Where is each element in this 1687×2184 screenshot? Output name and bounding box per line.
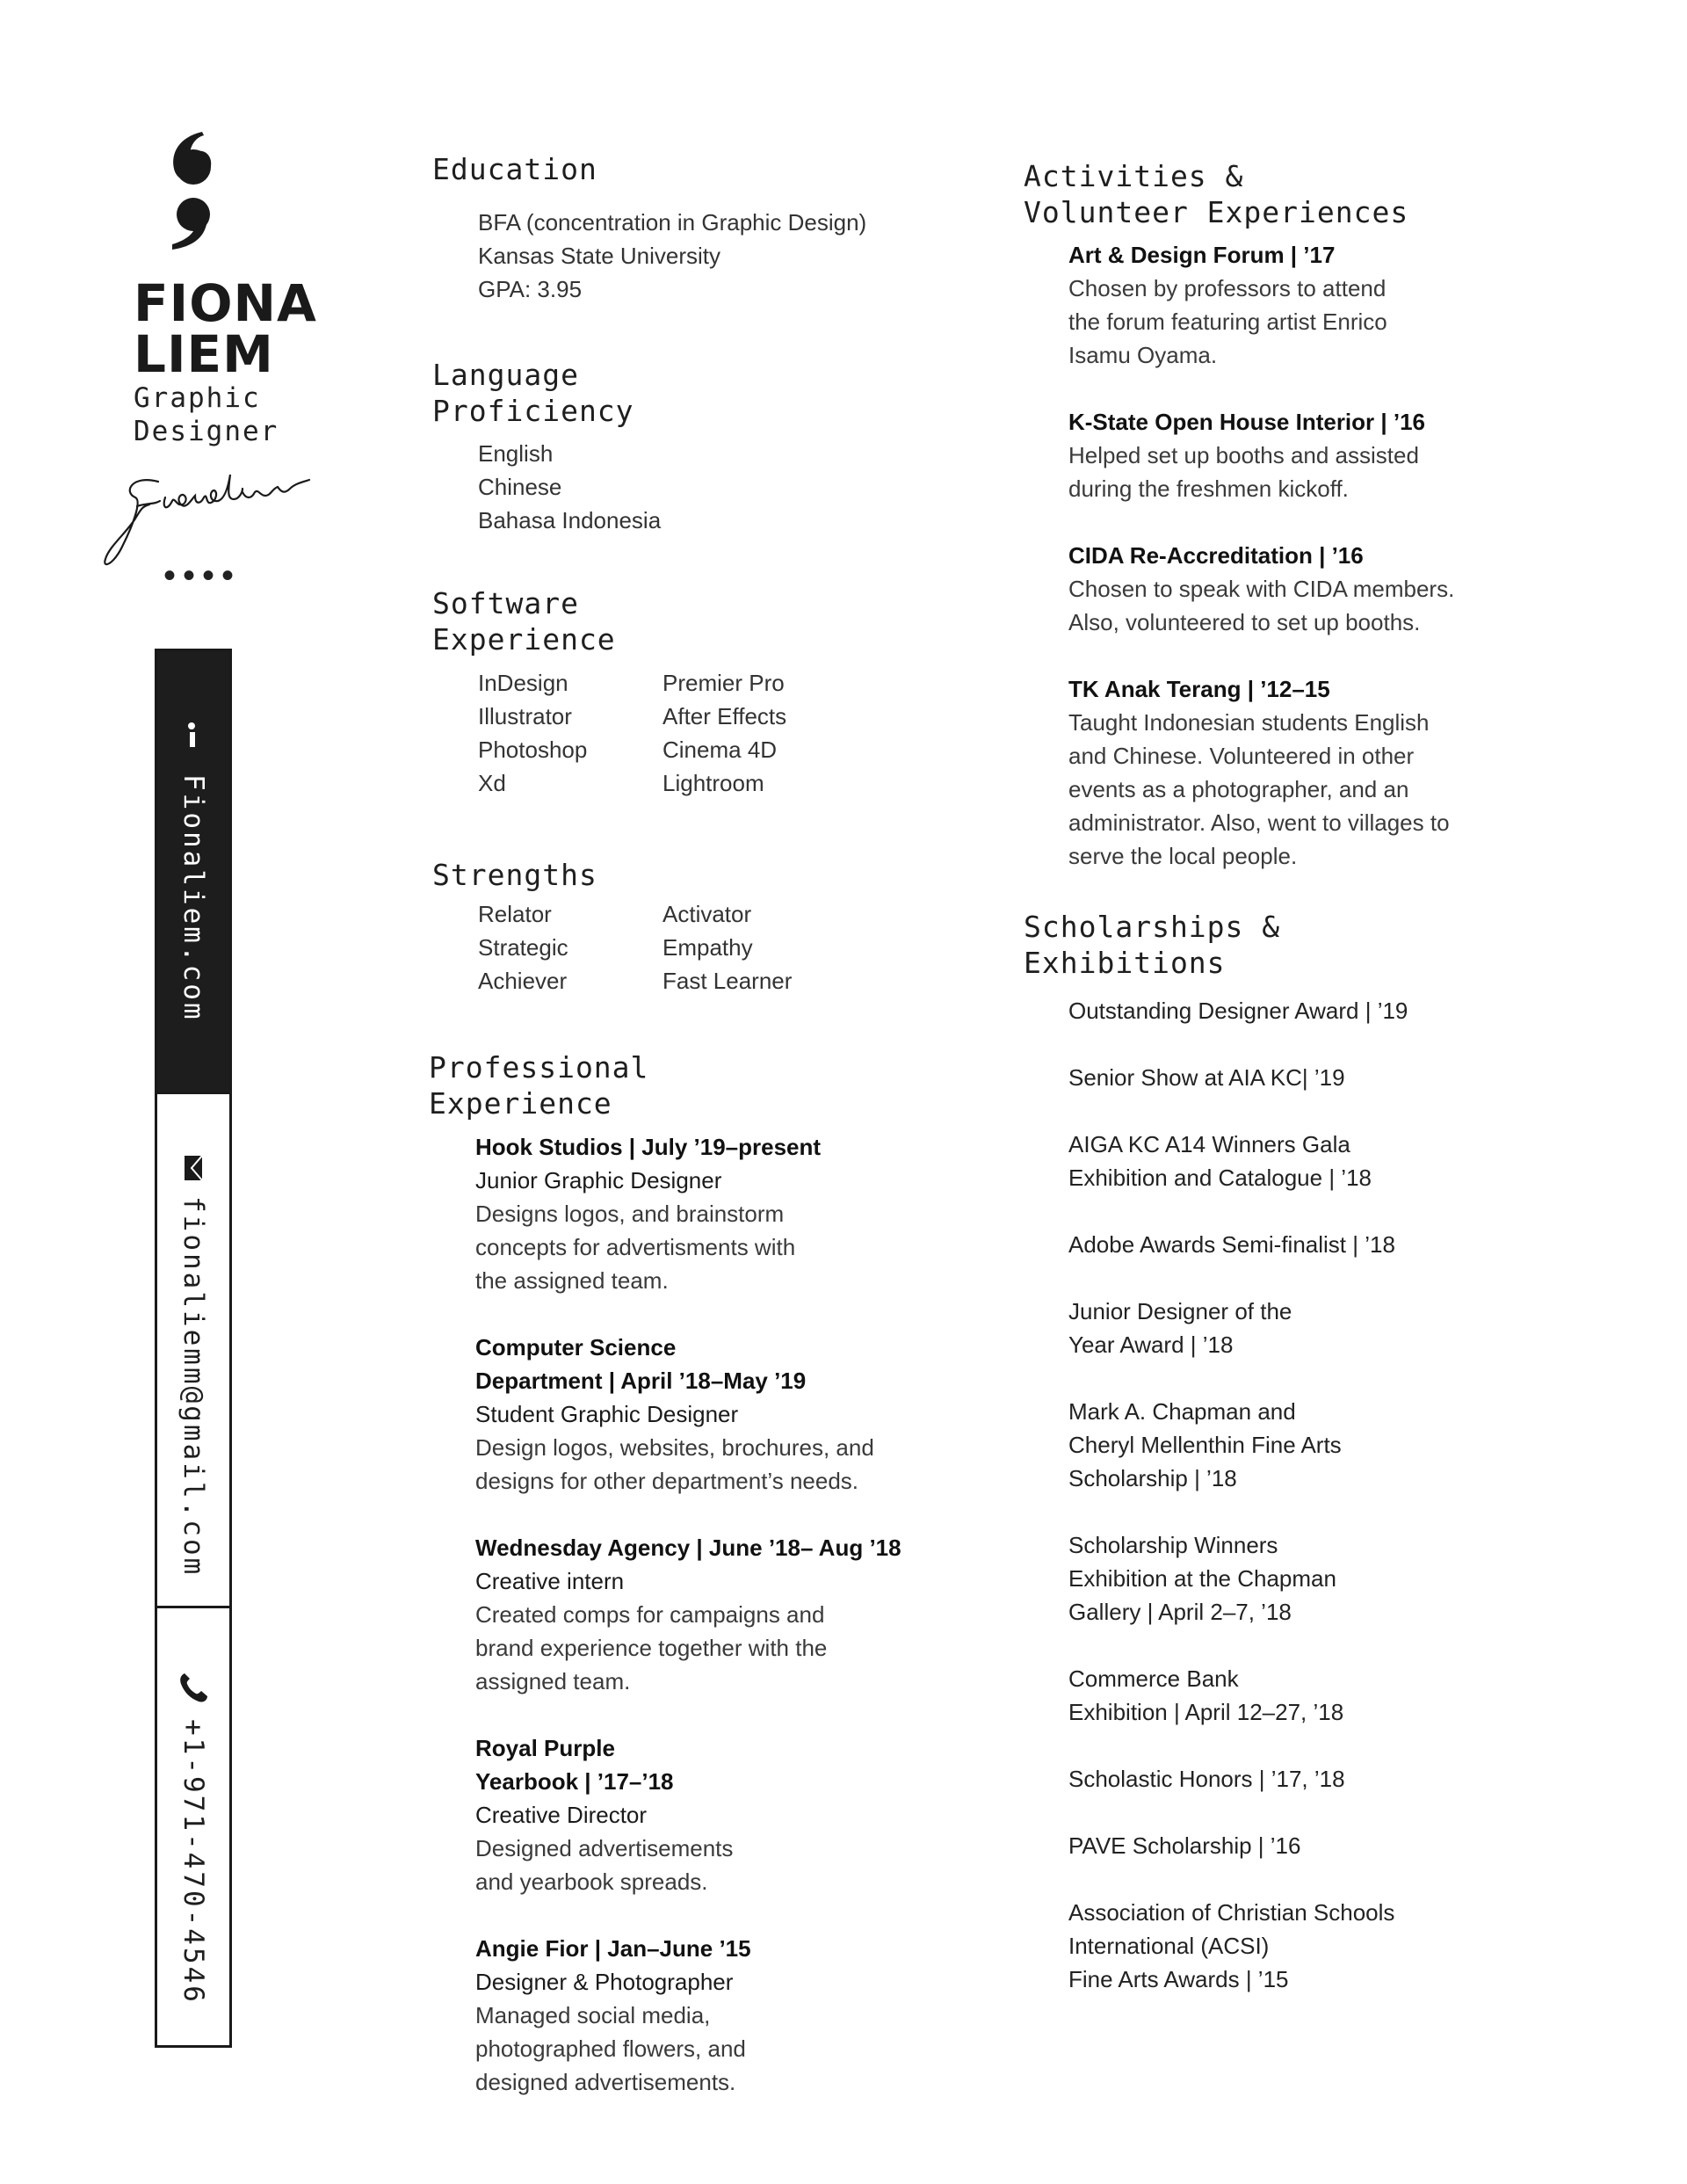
scholarship-item: AIGA KC A14 Winners Gala Exhibition and Catalogue | ’18 <box>1068 1131 1372 1191</box>
experience-role: Student Graphic Designer <box>475 1401 739 1427</box>
software-title-line1: Software <box>432 586 579 620</box>
education-gpa: GPA: 3.95 <box>478 276 583 302</box>
experience-role: Creative Director <box>475 1802 648 1828</box>
software-list <box>478 666 786 800</box>
scholarship-item: Mark A. Chapman and Cheryl Mellenthin Fine Arts Scholarship | ’18 <box>1068 1398 1342 1491</box>
education-section <box>432 151 597 187</box>
strength-item: Strategic <box>478 934 568 961</box>
strength-item: Achiever <box>478 968 568 994</box>
scholarship-item: Junior Designer of the Year Award | ’18 <box>1068 1298 1292 1358</box>
activity-description: Taught Indonesian students English and Chinese. Volunteered in other events as a photographer, and an administrator. Also, went to villages to serve the local people. <box>1068 709 1450 869</box>
software-item: Cinema 4D <box>662 736 778 763</box>
experience-description: Designs logos, and brainstorm concepts for advertisments with the assigned team. <box>475 1201 796 1294</box>
activities-section <box>1024 158 1408 230</box>
strengths-list <box>478 897 792 998</box>
activity-description: Chosen to speak with CIDA members. Also, volunteered to set up booths. <box>1068 576 1455 635</box>
envelope-icon <box>176 1150 211 1186</box>
name-heading <box>134 273 317 384</box>
scholarships-section <box>1024 909 1280 981</box>
decorative-dots: •••• <box>163 556 242 595</box>
contact-bar <box>155 649 232 2048</box>
contact-email[interactable]: fionaliemm@gmail.com <box>177 1196 209 1578</box>
activity-description: Helped set up booths and assisted during the freshmen kickoff. <box>1068 442 1419 502</box>
experience-entry <box>475 1932 901 2099</box>
activity-entry <box>1068 539 1454 639</box>
experience-title: Computer Science Department | April ’18–May ’19 <box>475 1334 807 1394</box>
activity-title: TK Anak Terang | ’12–15 <box>1068 676 1330 702</box>
experience-title: Royal Purple Yearbook | ’17–’18 <box>475 1735 674 1795</box>
experience-description: Created comps for campaigns and brand experience together with the assigned team. <box>475 1601 828 1694</box>
language-title-line2: Proficiency <box>432 394 634 428</box>
professional-title-line1: Professional <box>429 1050 649 1085</box>
name-last: LIEM <box>134 324 274 384</box>
language-title-line1: Language <box>432 358 579 392</box>
experience-role: Junior Graphic Designer <box>475 1167 722 1194</box>
experience-role: Creative intern <box>475 1568 625 1594</box>
activities-title-line2: Volunteer Experiences <box>1024 195 1409 229</box>
contact-website[interactable]: Fionaliem.com <box>177 774 209 1022</box>
info-icon <box>176 718 211 753</box>
experience-entry <box>475 1130 901 1297</box>
job-title-line1: Graphic <box>134 382 261 414</box>
software-item: Illustrator <box>478 703 572 729</box>
software-item: Lightroom <box>662 770 764 796</box>
software-item: Photoshop <box>478 736 588 763</box>
semicolon-logo-icon <box>163 130 225 253</box>
contact-website-box[interactable] <box>157 651 229 1092</box>
strength-item: Activator <box>662 901 752 927</box>
strength-item: Relator <box>478 901 552 927</box>
experience-title: Wednesday Agency | June ’18– Aug ’18 <box>475 1535 901 1561</box>
language-item: Bahasa Indonesia <box>478 507 662 533</box>
job-title <box>134 381 279 448</box>
experience-entry <box>475 1531 901 1698</box>
strengths-section <box>432 857 597 893</box>
software-item: Xd <box>478 770 506 796</box>
experience-title: Hook Studios | July ’19–present <box>475 1134 822 1160</box>
scholarship-item: Association of Christian Schools International (ACSI) Fine Arts Awards | ’15 <box>1068 1899 1395 1992</box>
language-item: Chinese <box>478 474 562 500</box>
scholarship-item: Outstanding Designer Award | ’19 <box>1068 998 1408 1024</box>
scholarships-title-line2: Exhibitions <box>1024 946 1226 980</box>
professional-list <box>475 1130 901 2132</box>
strength-item: Fast Learner <box>662 968 793 994</box>
name-first: FIONA <box>134 273 317 333</box>
scholarship-item: Scholarship Winners Exhibition at the Chapman Gallery | April 2–7, ’18 <box>1068 1532 1336 1625</box>
activity-title: CIDA Re-Accreditation | ’16 <box>1068 542 1364 569</box>
software-item: After Effects <box>662 703 787 729</box>
experience-description: Managed social media, photographed flowers, and designed advertisements. <box>475 2002 746 2095</box>
activity-entry <box>1068 405 1454 505</box>
activities-list <box>1068 238 1454 906</box>
scholarship-item: Adobe Awards Semi-finalist | ’18 <box>1068 1231 1395 1258</box>
scholarship-item: Scholastic Honors | ’17, ’18 <box>1068 1766 1345 1792</box>
education-title: Education <box>432 152 597 186</box>
experience-description: Design logos, websites, brochures, and designs for other department’s needs. <box>475 1434 874 1494</box>
experience-description: Designed advertisements and yearbook spreads. <box>475 1835 734 1895</box>
strength-item: Empathy <box>662 934 753 961</box>
activities-title-line1: Activities & <box>1024 159 1244 193</box>
scholarship-item: Senior Show at AIA KC| ’19 <box>1068 1064 1345 1091</box>
contact-email-box[interactable] <box>157 1092 229 1606</box>
software-item: InDesign <box>478 670 568 696</box>
software-section <box>432 585 616 657</box>
software-title-line2: Experience <box>432 622 616 657</box>
education-school: Kansas State University <box>478 243 721 269</box>
experience-entry <box>475 1731 901 1898</box>
experience-title: Angie Fior | Jan–June ’15 <box>475 1935 751 1962</box>
activity-description: Chosen by professors to attend the forum featuring artist Enrico Isamu Oyama. <box>1068 275 1387 368</box>
strengths-column-1 <box>478 897 662 998</box>
scholarships-title-line1: Scholarships & <box>1024 910 1281 944</box>
experience-entry <box>475 1331 901 1498</box>
language-item: English <box>478 440 554 467</box>
strengths-title: Strengths <box>432 858 597 892</box>
language-section <box>432 357 634 429</box>
activity-title: K-State Open House Interior | ’16 <box>1068 409 1426 435</box>
scholarship-item: PAVE Scholarship | ’16 <box>1068 1832 1301 1859</box>
job-title-line2: Designer <box>134 416 279 447</box>
phone-icon <box>176 1670 211 1705</box>
education-degree: BFA (concentration in Graphic Design) <box>478 209 867 236</box>
contact-phone-box[interactable] <box>157 1606 229 2045</box>
software-column-1 <box>478 666 662 800</box>
education-details <box>478 206 866 306</box>
activity-entry <box>1068 672 1454 873</box>
experience-role: Designer & Photographer <box>475 1969 734 1995</box>
software-column-2 <box>662 666 786 800</box>
professional-title-line2: Experience <box>429 1086 612 1121</box>
professional-section <box>429 1049 648 1121</box>
contact-phone[interactable]: +1-971-470-4546 <box>177 1719 209 2005</box>
scholarships-list <box>1068 994 1408 2029</box>
software-item: Premier Pro <box>662 670 785 696</box>
activity-entry <box>1068 238 1454 372</box>
strengths-column-2 <box>662 897 792 998</box>
language-list <box>478 437 661 537</box>
activity-title: Art & Design Forum | ’17 <box>1068 242 1336 268</box>
scholarship-item: Commerce Bank Exhibition | April 12–27, ’18 <box>1068 1665 1344 1725</box>
